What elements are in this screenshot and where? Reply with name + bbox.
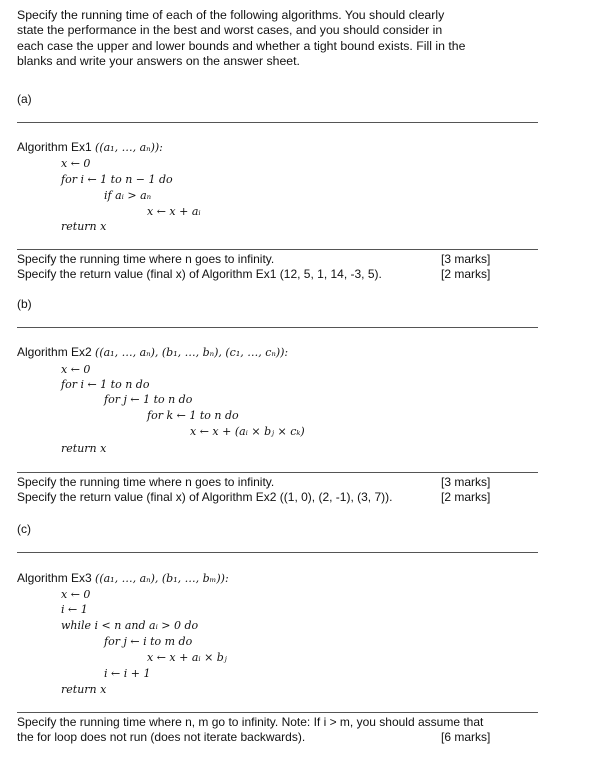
code-line: x ← 0 bbox=[61, 157, 91, 170]
question-text: the for loop does not run (does not iterate backwards). bbox=[17, 730, 306, 744]
code-line: return x bbox=[61, 442, 107, 455]
algorithm-name: Algorithm Ex3 bbox=[17, 571, 96, 585]
code-line: return x bbox=[61, 683, 107, 696]
code-line: for j ← 1 to n do bbox=[104, 393, 193, 406]
marks-label: [3 marks] bbox=[441, 252, 491, 266]
marks-label: [2 marks] bbox=[441, 267, 491, 281]
marks-label: [3 marks] bbox=[441, 475, 491, 489]
code-line: i ← 1 bbox=[61, 603, 88, 616]
question-text: Specify the running time where n, m go to infinity. Note: If i > m, you should assume that bbox=[17, 715, 484, 729]
instructions-paragraph bbox=[17, 8, 542, 70]
divider bbox=[17, 122, 538, 123]
code-line: x ← 0 bbox=[61, 363, 91, 376]
divider bbox=[17, 327, 538, 328]
instructions-line: each case the upper and lower bounds and whether a tight bound exists. Fill in the bbox=[17, 38, 466, 53]
divider bbox=[17, 552, 538, 553]
divider bbox=[17, 249, 538, 250]
marks-label: [6 marks] bbox=[441, 730, 491, 744]
instructions-line: state the performance in the best and worst cases, and you should consider in bbox=[17, 23, 443, 38]
divider bbox=[17, 712, 538, 713]
algorithm-signature: ((a₁, …, aₙ), (b₁, …, bₘ)): bbox=[95, 572, 229, 585]
algorithm-signature: ((a₁, …, aₙ), (b₁, …, bₙ), (c₁, …, cₙ)): bbox=[95, 346, 289, 359]
code-line: while i < n and aᵢ > 0 do bbox=[61, 619, 199, 632]
code-line: if aᵢ > aₙ bbox=[104, 189, 152, 202]
algorithm-name: Algorithm Ex1 bbox=[17, 140, 96, 154]
marks-label: [2 marks] bbox=[441, 490, 491, 504]
code-line: x ← x + (aᵢ × bⱼ × cₖ) bbox=[190, 425, 305, 438]
divider bbox=[17, 472, 538, 473]
code-line: x ← x + aᵢ × bⱼ bbox=[147, 651, 227, 664]
algorithm-name: Algorithm Ex2 bbox=[17, 345, 96, 359]
question-text: Specify the return value (final x) of Algorithm Ex2 ((1, 0), (2, -1), (3, 7)). bbox=[17, 490, 393, 504]
part-b-label: (b) bbox=[17, 297, 32, 311]
instructions-line: Specify the running time of each of the following algorithms. You should clearly bbox=[17, 8, 445, 22]
part-c-label: (c) bbox=[17, 522, 31, 536]
question-text: Specify the running time where n goes to infinity. bbox=[17, 475, 275, 489]
algorithm-ex1-header bbox=[17, 140, 163, 155]
algorithm-ex3-header bbox=[17, 571, 229, 586]
code-line: for i ← 1 to n do bbox=[61, 378, 150, 391]
code-line: for j ← i to m do bbox=[104, 635, 193, 648]
code-line: return x bbox=[61, 220, 107, 233]
question-text: Specify the return value (final x) of Algorithm Ex1 (12, 5, 1, 14, -3, 5). bbox=[17, 267, 382, 281]
algorithm-ex2-header bbox=[17, 345, 288, 360]
code-line: x ← x + aᵢ bbox=[147, 205, 201, 218]
code-line: for k ← 1 to n do bbox=[147, 409, 239, 422]
question-text: Specify the running time where n goes to infinity. bbox=[17, 252, 275, 266]
algorithm-signature: ((a₁, …, aₙ)): bbox=[95, 141, 163, 154]
code-line: i ← i + 1 bbox=[104, 667, 151, 680]
code-line: for i ← 1 to n − 1 do bbox=[61, 173, 173, 186]
code-line: x ← 0 bbox=[61, 588, 91, 601]
instructions-line: blanks and write your answers on the answer sheet. bbox=[17, 54, 300, 69]
part-a-label: (a) bbox=[17, 92, 32, 106]
